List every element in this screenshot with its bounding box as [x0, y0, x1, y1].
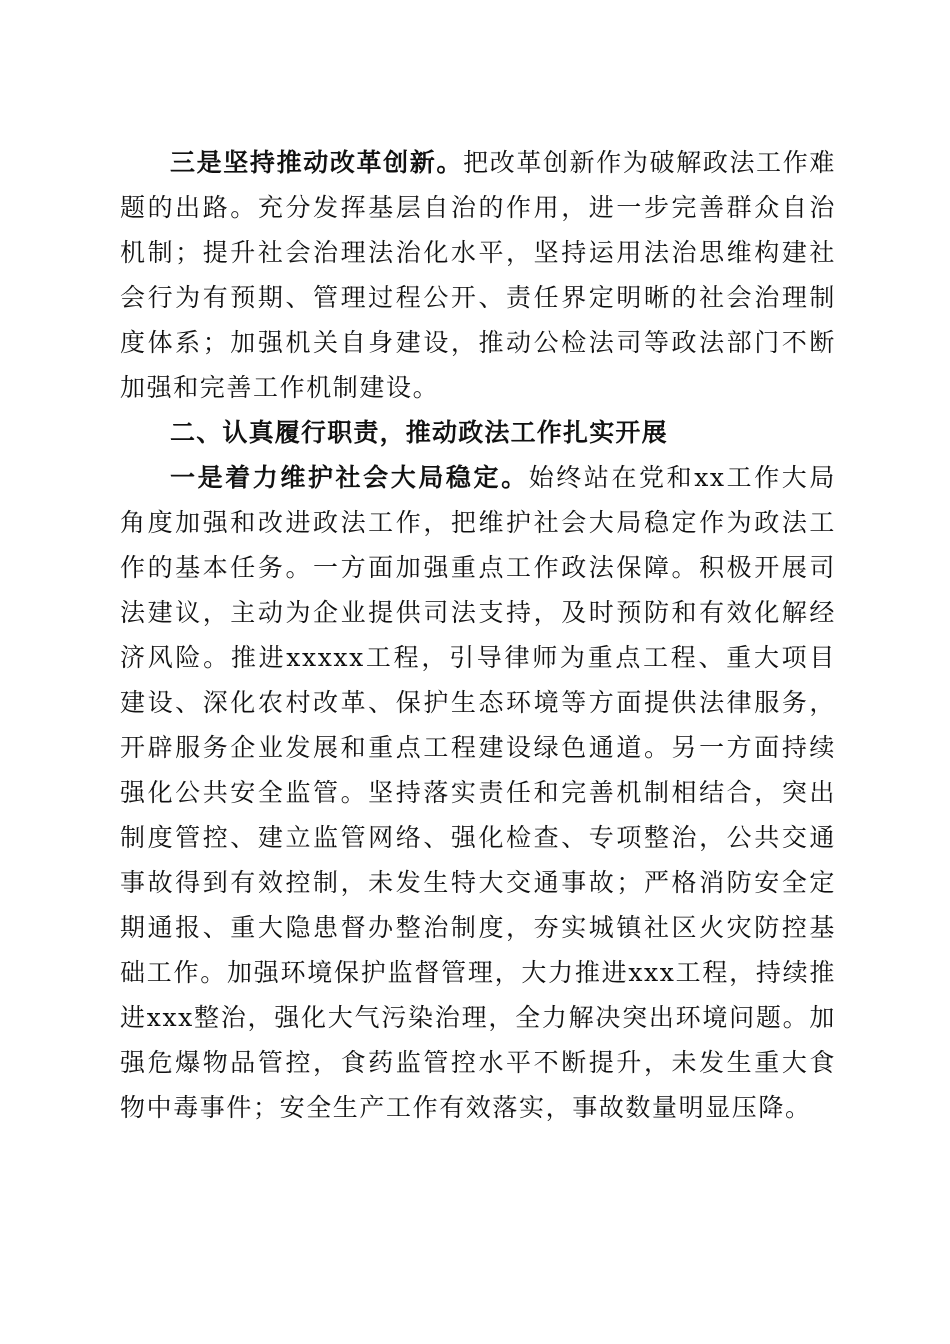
- paragraph-lead: 三是坚持推动改革创新。: [170, 148, 464, 177]
- paragraph-social-stability: [120, 455, 836, 1130]
- paragraph-lead: 一是着力维护社会大局稳定。: [170, 463, 529, 492]
- document-body: [120, 140, 836, 1130]
- paragraph-reform-innovation: [120, 140, 836, 410]
- paragraph-text: 把改革创新作为破解政法工作难题的出路。充分发挥基层自治的作用，进一步完善群众自治机制；提升社会治理法治化水平，坚持运用法治思维构建社会行为有预期、管理过程公开、责任界定明晰的社会治理制度体系；加强机关自身建设，推动公检法司等政法部门不断加强和完善工作机制建设。: [120, 148, 836, 402]
- section-heading: 二、认真履行职责，推动政法工作扎实开展: [170, 418, 668, 447]
- paragraph-text: 始终站在党和xx工作大局角度加强和改进政法工作，把维护社会大局稳定作为政法工作的基本任务。一方面加强重点工作政法保障。积极开展司法建议，主动为企业提供司法支持，及时预防和有效化解经济风险。推进xxxxx工程，引导律师为重点工程、重大项目建设、深化农村改革、保护生态环境等方面提供法律服务，开辟服务企业发展和重点工程建设绿色通道。另一方面持续强化公共安全监管。坚持落实责任和完善机制相结合，突出制度管控、建立监管网络、强化检查、专项整治，公共交通事故得到有效控制，未发生特大交通事故；严格消防安全定期通报、重大隐患督办整治制度，夯实城镇社区火灾防控基础工作。加强环境保护监督管理，大力推进xxx工程，持续推进xxx整治，强化大气污染治理，全力解决突出环境问题。加强危爆物品管控，食药监管控水平不断提升，未发生重大食物中毒事件；安全生产工作有效落实，事故数量明显压降。: [120, 463, 836, 1122]
